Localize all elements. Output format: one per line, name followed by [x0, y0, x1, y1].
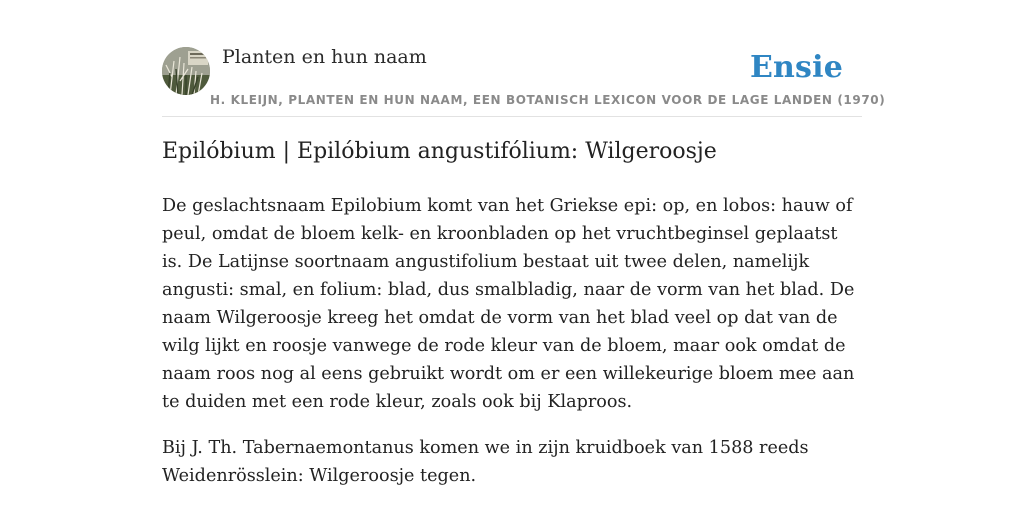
entry-paragraph: De geslachtsnaam Epilobium komt van het Griekse epi: op, en lobos: hauw of peul, omdat de bloem kelk- en kroonbladen op het vruchtbeginsel geplaatst is. De Latijnse soortnaam angustifolium bestaat uit twee delen, namelijk angusti: smal, en folium: blad, dus smalbladig, naar de vorm van het blad. De naam Wilgeroosje kreeg het omdat de vorm van het blad veel op dat van de wilg lijkt en roosje vanwege de rode kleur van de bloem, maar ook omdat de naam roos nog al eens gebruikt wordt om er een willekeurige bloem mee aan te duiden met een rode kleur, zoals ook bij Klaproos. — [162, 196, 855, 412]
entry-body — [162, 192, 862, 508]
book-cover-image — [162, 47, 210, 95]
page — [162, 0, 886, 486]
ensie-logo[interactable]: Ensie — [749, 50, 843, 85]
source-byline: H. KLEIJN, PLANTEN EN HUN NAAM, EEN BOTANISCH LEXICON VOOR DE LAGE LANDEN (1970) — [210, 93, 886, 107]
entry-title: Epilóbium | Epilóbium angustifólium: Wilgeroosje — [162, 139, 717, 164]
source-title[interactable]: Planten en hun naam — [222, 46, 427, 68]
entry-paragraph: Bij J. Th. Tabernaemontanus komen we in zijn kruidboek van 1588 reeds Weidenrösslein: Wilgeroosje tegen. — [162, 438, 809, 486]
header — [162, 0, 886, 117]
source-avatar[interactable] — [162, 47, 210, 95]
